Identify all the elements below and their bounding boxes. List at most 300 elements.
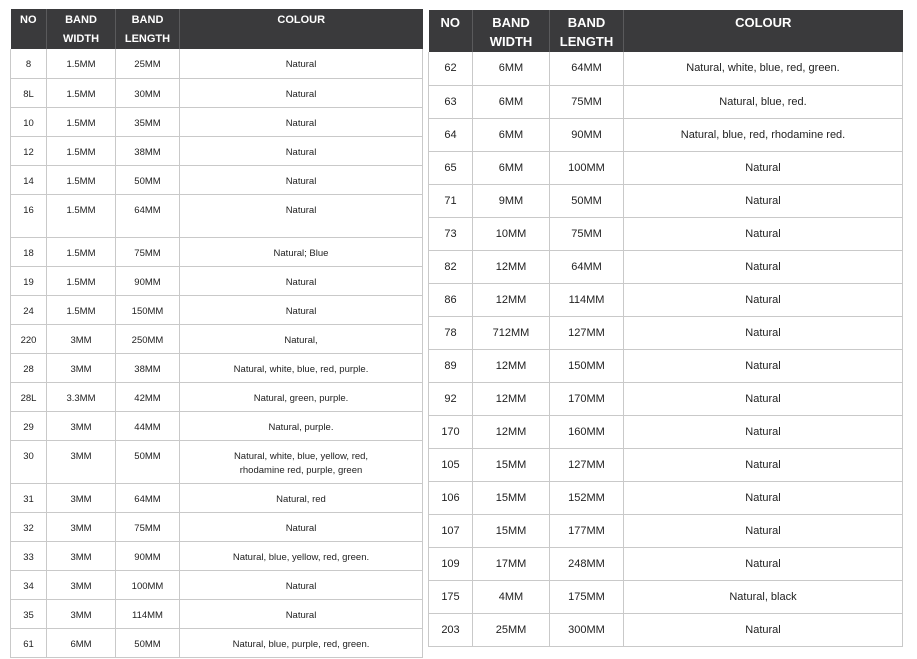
- cell-length-text: 50MM: [571, 194, 602, 207]
- cell-colour-text: Natural: [285, 59, 317, 70]
- cell-no-text: 14: [23, 175, 34, 187]
- cell-colour-text: Natural: [745, 623, 781, 636]
- cell-no: [429, 85, 473, 118]
- cell-colour: [624, 52, 903, 85]
- cell-no: [11, 324, 47, 353]
- cell-width-text: 1.5MM: [66, 88, 96, 100]
- table-row: [11, 382, 423, 411]
- cell-width-text: 12MM: [495, 392, 527, 405]
- cell-width-text: 3MM: [70, 363, 92, 375]
- cell-colour: [180, 570, 423, 599]
- cell-colour: [624, 382, 903, 415]
- header-length-line1: BAND: [131, 14, 164, 26]
- cell-colour-text: Natural: [745, 359, 781, 372]
- cell-no-text: 19: [23, 276, 34, 288]
- cell-length: [550, 118, 624, 151]
- header-no: [11, 9, 47, 49]
- cell-colour-text: Natural, white, blue, yellow, red,: [233, 450, 369, 462]
- cell-width: [473, 382, 550, 415]
- cell-no: [429, 283, 473, 316]
- cell-width: [473, 85, 550, 118]
- cell-length: [550, 316, 624, 349]
- cell-length-text: 90MM: [134, 551, 161, 563]
- cell-length: [116, 541, 180, 570]
- table-row: [429, 85, 903, 118]
- table-row: [11, 541, 423, 570]
- cell-no: [429, 217, 473, 250]
- table-row: [11, 266, 423, 295]
- cell-no-text: 8: [25, 59, 32, 70]
- cell-colour: [180, 411, 423, 440]
- cell-length-text: 38MM: [134, 146, 161, 158]
- cell-width: [473, 580, 550, 613]
- cell-length: [550, 184, 624, 217]
- header-no: [429, 10, 473, 52]
- cell-width: [47, 628, 116, 657]
- cell-no-text: 32: [23, 522, 34, 534]
- table-row: [11, 324, 423, 353]
- cell-width-text: 3MM: [70, 551, 92, 563]
- header-width-line2: WIDTH: [489, 34, 533, 49]
- cell-no-text: 107: [441, 524, 460, 537]
- header-no-label: NO: [20, 14, 37, 26]
- cell-width-text: 1.5MM: [66, 276, 96, 288]
- cell-length-text: 127MM: [568, 326, 605, 339]
- cell-no: [429, 448, 473, 481]
- table-row: [429, 217, 903, 250]
- cell-width-text: 12MM: [495, 260, 527, 273]
- cell-length: [550, 613, 624, 646]
- right-table-body: [429, 52, 903, 646]
- cell-width-text: 1.5MM: [66, 247, 96, 259]
- cell-colour-text: Natural: [285, 204, 317, 216]
- cell-colour: [180, 266, 423, 295]
- cell-length-text: 50MM: [134, 638, 161, 650]
- cell-width: [47, 541, 116, 570]
- cell-length: [116, 107, 180, 136]
- cell-width: [47, 266, 116, 295]
- header-band-length: [550, 10, 624, 52]
- cell-length: [116, 483, 180, 512]
- cell-width: [47, 237, 116, 266]
- cell-no-text: 12: [23, 146, 34, 158]
- cell-no: [429, 580, 473, 613]
- table-row: [429, 151, 903, 184]
- cell-width-text: 12MM: [495, 293, 527, 306]
- cell-width-text: 10MM: [495, 227, 527, 240]
- header-colour-label: COLOUR: [277, 14, 326, 26]
- table-row: [11, 411, 423, 440]
- table-row: [429, 316, 903, 349]
- cell-length-text: 50MM: [134, 175, 161, 187]
- cell-length-text: 250MM: [131, 334, 164, 346]
- cell-length-text: 75MM: [134, 247, 161, 259]
- cell-width-text: 1.5MM: [66, 59, 96, 70]
- cell-length: [116, 353, 180, 382]
- header-length-line1: BAND: [567, 15, 606, 30]
- header-band-length: [116, 9, 180, 49]
- cell-colour: [180, 440, 423, 483]
- cell-colour-text: Natural: [285, 88, 317, 100]
- cell-no-text: 203: [441, 623, 460, 636]
- cell-length-text: 75MM: [571, 95, 602, 108]
- cell-colour-text: Natural: [745, 326, 781, 339]
- cell-colour-text: Natural: [285, 609, 317, 621]
- cell-width: [47, 483, 116, 512]
- cell-length: [116, 382, 180, 411]
- cell-width-text: 3MM: [70, 334, 92, 346]
- table-row: [11, 194, 423, 237]
- cell-colour: [624, 316, 903, 349]
- cell-no: [11, 541, 47, 570]
- table-row: [11, 628, 423, 657]
- cell-no-text: 73: [444, 227, 457, 240]
- cell-width: [47, 353, 116, 382]
- cell-no: [429, 151, 473, 184]
- cell-width: [47, 165, 116, 194]
- cell-width: [47, 49, 116, 78]
- table-row: [429, 481, 903, 514]
- cell-colour-text: Natural: [285, 580, 317, 592]
- cell-width: [473, 250, 550, 283]
- cell-no: [11, 49, 47, 78]
- cell-no-text: 78: [444, 326, 457, 339]
- table-row: [429, 349, 903, 382]
- table-row: [11, 107, 423, 136]
- cell-no: [11, 295, 47, 324]
- cell-length-text: 248MM: [568, 557, 605, 570]
- cell-no: [11, 165, 47, 194]
- cell-colour-text: Natural: [285, 146, 317, 158]
- cell-colour-text: Natural: [745, 524, 781, 537]
- cell-width-text: 9MM: [498, 194, 524, 207]
- cell-length-text: 300MM: [568, 623, 605, 636]
- header-band-width: [47, 9, 116, 49]
- cell-length: [550, 481, 624, 514]
- table-row: [11, 353, 423, 382]
- cell-width: [473, 349, 550, 382]
- cell-length-text: 25MM: [134, 59, 161, 70]
- cell-length: [550, 52, 624, 85]
- cell-no-text: 92: [444, 392, 457, 405]
- cell-colour: [624, 481, 903, 514]
- cell-length-text: 38MM: [134, 363, 161, 375]
- cell-colour-text: Natural, white, blue, red, purple.: [233, 363, 369, 375]
- cell-colour-text: Natural, blue, red.: [719, 95, 807, 108]
- table-row: [11, 136, 423, 165]
- cell-no-text: 61: [23, 638, 34, 650]
- cell-width: [47, 382, 116, 411]
- cell-width-text: 15MM: [495, 491, 527, 504]
- cell-colour-text: Natural, blue, red, rhodamine red.: [680, 128, 846, 141]
- cell-colour: [180, 49, 423, 78]
- cell-colour-text: Natural: [745, 425, 781, 438]
- cell-colour-text: Natural: [745, 260, 781, 273]
- cell-width-text: 712MM: [492, 326, 530, 339]
- table-row: [429, 415, 903, 448]
- cell-width-text: 1.5MM: [66, 305, 96, 317]
- cell-length-text: 100MM: [131, 580, 164, 592]
- cell-no-text: 10: [23, 117, 34, 129]
- cell-no-text: 86: [444, 293, 457, 306]
- header-width-line1: BAND: [492, 15, 530, 30]
- table-row: [11, 165, 423, 194]
- cell-colour-text: Natural, black: [729, 590, 797, 603]
- header-width-line2: WIDTH: [62, 33, 100, 45]
- cell-width-text: 3MM: [70, 421, 92, 433]
- cell-no-text: 71: [444, 194, 457, 207]
- cell-no-text: 220: [20, 334, 37, 346]
- table-row: [11, 78, 423, 107]
- cell-no-text: 105: [441, 458, 460, 471]
- cell-no-text: 65: [444, 161, 457, 174]
- cell-colour-text: Natural: [745, 392, 781, 405]
- cell-no-text: 62: [444, 62, 457, 75]
- cell-width: [473, 151, 550, 184]
- table-row: [429, 514, 903, 547]
- cell-no: [11, 107, 47, 136]
- cell-no-text: 18: [23, 247, 34, 259]
- cell-colour: [624, 118, 903, 151]
- cell-no: [11, 411, 47, 440]
- table-row: [11, 512, 423, 541]
- table-row: [429, 613, 903, 646]
- cell-no-text: 16: [23, 204, 34, 216]
- cell-no-text: 33: [23, 551, 34, 563]
- table-row: [429, 580, 903, 613]
- cell-no-text: 63: [444, 95, 457, 108]
- cell-no: [11, 194, 47, 237]
- cell-no: [11, 136, 47, 165]
- band-table-right: [428, 10, 903, 647]
- header-length-line2: LENGTH: [124, 33, 171, 45]
- cell-length: [550, 580, 624, 613]
- cell-no-text: 82: [444, 260, 457, 273]
- cell-length: [550, 85, 624, 118]
- cell-width: [473, 316, 550, 349]
- cell-no: [429, 382, 473, 415]
- cell-width-text: 3.3MM: [66, 392, 96, 404]
- cell-no-text: 28: [23, 363, 34, 375]
- cell-colour: [624, 547, 903, 580]
- table-row: [429, 250, 903, 283]
- cell-length: [116, 599, 180, 628]
- cell-no: [429, 547, 473, 580]
- band-table-left: [10, 9, 423, 658]
- cell-colour-text: Natural: [285, 522, 317, 534]
- cell-length-text: 114MM: [568, 293, 605, 306]
- cell-width-text: 1.5MM: [66, 204, 96, 216]
- cell-width: [47, 324, 116, 353]
- cell-colour-text: Natural, white, blue, red, green.: [686, 62, 840, 75]
- cell-length-text: 170MM: [568, 392, 605, 405]
- cell-width: [47, 599, 116, 628]
- cell-length-text: 150MM: [568, 359, 605, 372]
- cell-width: [47, 570, 116, 599]
- cell-length-text: 114MM: [132, 609, 163, 621]
- cell-length: [116, 440, 180, 483]
- cell-no-text: 34: [23, 580, 34, 592]
- cell-no: [429, 250, 473, 283]
- cell-colour-text: Natural, green, purple.: [253, 392, 349, 404]
- cell-colour-text-line2: rhodamine red, purple, green: [239, 464, 363, 476]
- cell-no: [429, 349, 473, 382]
- cell-no: [429, 316, 473, 349]
- table-row: [429, 382, 903, 415]
- cell-no: [11, 599, 47, 628]
- cell-no: [11, 266, 47, 295]
- cell-length: [116, 266, 180, 295]
- cell-width-text: 6MM: [498, 161, 524, 174]
- cell-width-text: 6MM: [498, 62, 524, 75]
- cell-colour: [180, 165, 423, 194]
- cell-length: [116, 512, 180, 541]
- cell-width: [47, 440, 116, 483]
- cell-no: [11, 570, 47, 599]
- cell-colour: [180, 295, 423, 324]
- cell-length-text: 64MM: [134, 204, 161, 216]
- cell-colour: [624, 349, 903, 382]
- cell-width: [47, 136, 116, 165]
- cell-length-text: 127MM: [568, 458, 605, 471]
- cell-width: [47, 411, 116, 440]
- cell-length-text: 64MM: [571, 62, 602, 75]
- cell-no: [429, 481, 473, 514]
- cell-no-text: 30: [23, 450, 34, 462]
- cell-width-text: 15MM: [495, 524, 527, 537]
- cell-no: [11, 440, 47, 483]
- cell-colour-text: Natural, blue, yellow, red, green.: [232, 551, 370, 563]
- header-band-width: [473, 10, 550, 52]
- cell-length: [116, 295, 180, 324]
- cell-width-text: 3MM: [70, 609, 92, 621]
- cell-length: [116, 49, 180, 78]
- cell-colour: [180, 599, 423, 628]
- cell-no: [429, 118, 473, 151]
- cell-no: [11, 237, 47, 266]
- cell-width-text: 17MM: [495, 557, 527, 570]
- cell-no-text: 64: [444, 128, 457, 141]
- cell-colour-text: Natural, blue, purple, red, green.: [232, 638, 370, 650]
- header-colour: [180, 9, 423, 49]
- cell-width: [473, 415, 550, 448]
- cell-width: [473, 448, 550, 481]
- table-row: [11, 49, 423, 78]
- table-row: [429, 118, 903, 151]
- cell-length-text: 44MM: [134, 421, 161, 433]
- cell-length: [550, 514, 624, 547]
- cell-width-text: 15MM: [495, 458, 527, 471]
- cell-length-text: 90MM: [571, 128, 602, 141]
- cell-colour: [624, 580, 903, 613]
- cell-colour: [624, 613, 903, 646]
- cell-colour-text: Natural: [285, 276, 317, 288]
- cell-width-text: 3MM: [70, 493, 92, 505]
- cell-length: [116, 570, 180, 599]
- table-row: [11, 295, 423, 324]
- cell-length: [116, 411, 180, 440]
- cell-length-text: 150MM: [131, 305, 164, 317]
- cell-length: [116, 136, 180, 165]
- cell-length-text: 42MM: [134, 392, 161, 404]
- header-width-line1: BAND: [65, 14, 97, 26]
- cell-width: [473, 514, 550, 547]
- cell-colour: [180, 512, 423, 541]
- cell-width: [47, 295, 116, 324]
- cell-colour: [624, 184, 903, 217]
- cell-length: [550, 217, 624, 250]
- cell-no-text: 170: [441, 425, 460, 438]
- header-colour: [624, 10, 903, 52]
- header-colour-label: COLOUR: [735, 15, 792, 30]
- cell-width: [473, 52, 550, 85]
- cell-width: [473, 283, 550, 316]
- table-row: [11, 483, 423, 512]
- cell-width: [473, 547, 550, 580]
- cell-length-text: 175MM: [568, 590, 605, 603]
- cell-no-text: 175: [441, 590, 460, 603]
- cell-no: [11, 512, 47, 541]
- table-row: [429, 547, 903, 580]
- cell-colour: [180, 628, 423, 657]
- cell-width: [473, 481, 550, 514]
- table-row: [11, 570, 423, 599]
- cell-width: [47, 512, 116, 541]
- cell-length: [550, 415, 624, 448]
- header-row: [429, 10, 903, 52]
- cell-colour-text: Natural: [285, 175, 317, 187]
- cell-no-text: 24: [23, 305, 34, 317]
- cell-no-text: 109: [441, 557, 460, 570]
- cell-length-text: 160MM: [568, 425, 605, 438]
- cell-length: [550, 283, 624, 316]
- cell-no: [429, 613, 473, 646]
- cell-length: [116, 165, 180, 194]
- cell-no-text: 29: [23, 421, 34, 433]
- cell-length: [116, 324, 180, 353]
- cell-width-text: 3MM: [70, 522, 92, 534]
- cell-colour-text: Natural, purple.: [268, 421, 334, 433]
- table-row: [429, 283, 903, 316]
- cell-length-text: 50MM: [134, 450, 161, 462]
- cell-length-text: 75MM: [571, 227, 602, 240]
- cell-no: [11, 628, 47, 657]
- cell-colour-text: Natural: [285, 117, 317, 129]
- table-row: [11, 440, 423, 483]
- cell-colour: [624, 415, 903, 448]
- cell-length: [116, 194, 180, 237]
- cell-no: [429, 52, 473, 85]
- cell-length-text: 90MM: [134, 276, 161, 288]
- cell-no-text: 106: [441, 491, 460, 504]
- cell-width-text: 1.5MM: [66, 175, 96, 187]
- cell-length: [550, 547, 624, 580]
- cell-no: [11, 483, 47, 512]
- cell-length: [116, 237, 180, 266]
- cell-colour-text: Natural: [745, 557, 781, 570]
- cell-no: [11, 78, 47, 107]
- cell-colour: [180, 541, 423, 570]
- cell-length-text: 75MM: [134, 522, 161, 534]
- cell-length-text: 64MM: [571, 260, 602, 273]
- header-no-label: NO: [440, 15, 460, 30]
- cell-colour: [180, 382, 423, 411]
- cell-width: [473, 118, 550, 151]
- cell-length-text: 35MM: [134, 117, 161, 129]
- cell-no: [429, 415, 473, 448]
- cell-colour-text: Natural, red: [276, 493, 326, 505]
- cell-length-text: 64MM: [134, 493, 161, 505]
